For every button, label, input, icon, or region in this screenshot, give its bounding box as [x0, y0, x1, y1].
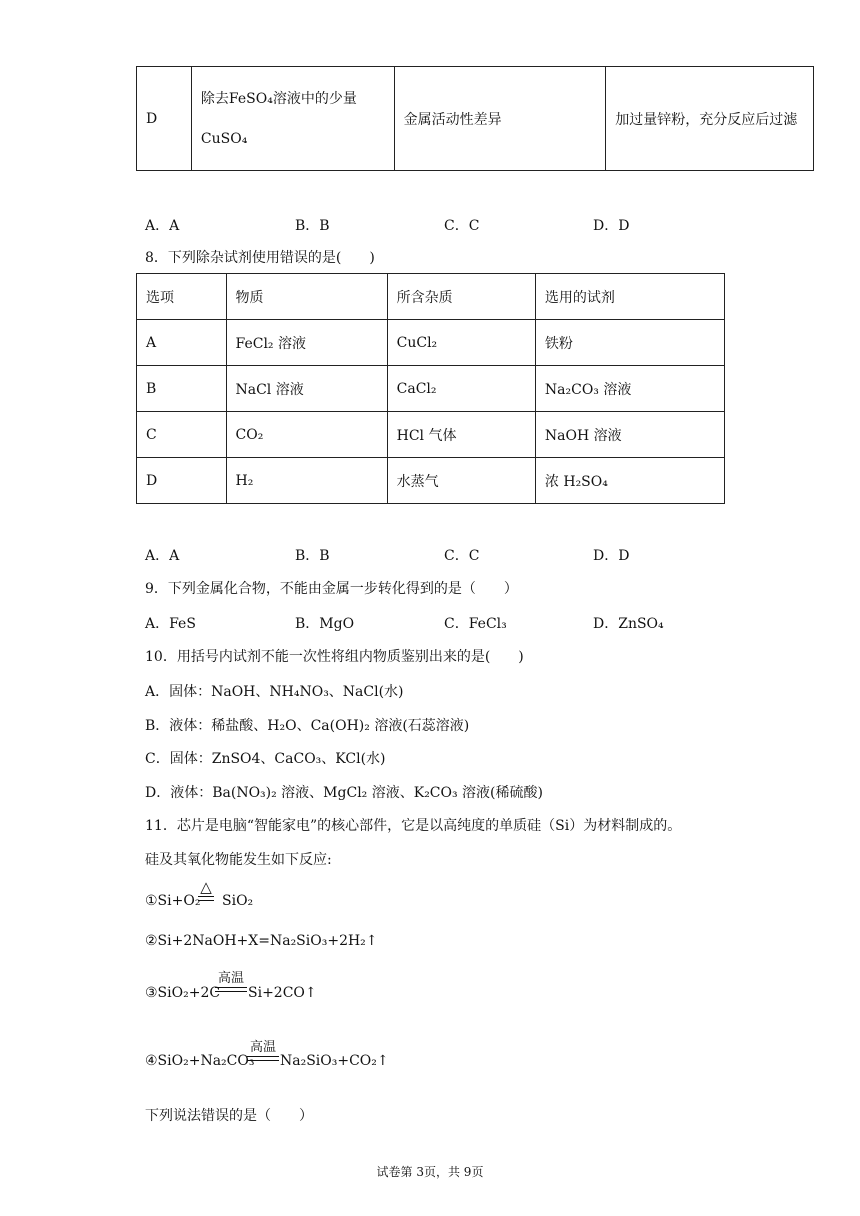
- option-a[interactable]: A．A: [145, 548, 180, 564]
- table-cell: CO₂: [226, 412, 387, 458]
- table-header-row: [137, 274, 725, 320]
- table-cell: CaCl₂: [387, 366, 535, 412]
- table-cell: 金属活动性差异: [394, 67, 606, 171]
- option-a[interactable]: A．FeS: [145, 616, 196, 632]
- option-c[interactable]: C．C: [444, 218, 480, 234]
- table-cell: NaCl 溶液: [226, 366, 387, 412]
- option-d[interactable]: D．ZnSO₄: [593, 616, 664, 632]
- equation-right: SiO₂: [222, 893, 254, 909]
- table-cell: CuCl₂: [387, 320, 535, 366]
- table-cell: Na₂CO₃ 溶液: [535, 366, 724, 412]
- table-row: [137, 320, 725, 366]
- q8-table: [136, 273, 725, 504]
- option-c[interactable]: C．FeCl₃: [444, 616, 507, 632]
- high-temp-condition: 高温: [249, 1040, 276, 1055]
- double-line: [215, 987, 247, 992]
- table-cell: NaOH 溶液: [535, 412, 724, 458]
- equation-1: [145, 893, 200, 909]
- double-line: [198, 896, 214, 901]
- q11-stem-line1: 11．芯片是电脑“智能家电”的核心部件，它是以高纯度的单质硅（Si）为材料制成的。: [145, 818, 682, 834]
- heat-condition-icon: △: [200, 878, 212, 896]
- table-header: 选用的试剂: [535, 274, 724, 320]
- option-d[interactable]: D．D: [593, 548, 630, 564]
- q7-table-tail: [136, 66, 814, 171]
- equation-right: Na₂SiO₃+CO₂↑: [280, 1053, 389, 1069]
- table-header: 物质: [226, 274, 387, 320]
- table-row: [137, 366, 725, 412]
- option-a[interactable]: A．A: [145, 218, 180, 234]
- table-cell: 浓 H₂SO₄: [535, 458, 724, 504]
- cell-line: CuSO₄: [200, 130, 248, 147]
- cell-line: 除去FeSO₄溶液中的少量: [200, 90, 357, 107]
- option-b[interactable]: B．液体：稀盐酸、H₂O、Ca(OH)₂ 溶液(石蕊溶液): [145, 718, 470, 734]
- table-cell: D: [137, 458, 227, 504]
- equation-right: Si+2CO↑: [248, 985, 317, 1001]
- option-b[interactable]: B．B: [295, 548, 330, 564]
- table-cell: D: [137, 67, 192, 171]
- table-cell: HCl 气体: [387, 412, 535, 458]
- q9-stem: 9．下列金属化合物，不能由金属一步转化得到的是（ ）: [145, 581, 518, 597]
- table-cell: H₂: [226, 458, 387, 504]
- q11-question: 下列说法错误的是（ ）: [145, 1108, 313, 1124]
- table-cell: FeCl₂ 溶液: [226, 320, 387, 366]
- high-temp-condition: 高温: [217, 971, 244, 986]
- table-header: 所含杂质: [387, 274, 535, 320]
- table-cell: A: [137, 320, 227, 366]
- table-cell: C: [137, 412, 227, 458]
- q8-stem: 8．下列除杂试剂使用错误的是( ): [145, 250, 375, 266]
- equation-left: ③SiO₂+2C: [145, 985, 221, 1001]
- option-a[interactable]: A．固体：NaOH、NH₄NO₃、NaCl(水): [145, 684, 404, 700]
- option-b[interactable]: B．MgO: [295, 616, 355, 632]
- equation-4: [145, 1053, 254, 1069]
- option-c[interactable]: C．C: [444, 548, 480, 564]
- equation-2: ②Si+2NaOH+X=Na₂SiO₃+2H₂↑: [145, 933, 378, 949]
- table-cell: 水蒸气: [387, 458, 535, 504]
- table-cell: 加过量锌粉，充分反应后过滤: [606, 67, 814, 171]
- equation-3: [145, 985, 220, 1001]
- table-cell: 铁粉: [535, 320, 724, 366]
- double-line: [247, 1056, 279, 1061]
- option-b[interactable]: B．B: [295, 218, 330, 234]
- equation-left: ④SiO₂+Na₂CO₃: [145, 1053, 255, 1069]
- equation-left: ①Si+O₂: [145, 893, 201, 909]
- table-cell: B: [137, 366, 227, 412]
- table-header: 选项: [137, 274, 227, 320]
- table-row: [137, 67, 814, 171]
- table-cell: [191, 67, 394, 171]
- table-row: [137, 412, 725, 458]
- table-row: [137, 458, 725, 504]
- option-d[interactable]: D．D: [593, 218, 630, 234]
- page-footer: 试卷第 3页，共 9页: [376, 1165, 484, 1179]
- q11-stem-line2: 硅及其氧化物能发生如下反应:: [145, 852, 332, 868]
- option-c[interactable]: C．固体：ZnSO4、CaCO₃、KCl(水): [145, 751, 386, 767]
- q10-stem: 10．用括号内试剂不能一次性将组内物质鉴别出来的是( ): [145, 649, 524, 665]
- option-d[interactable]: D．液体：Ba(NO₃)₂ 溶液、MgCl₂ 溶液、K₂CO₃ 溶液(稀硫酸): [145, 785, 543, 801]
